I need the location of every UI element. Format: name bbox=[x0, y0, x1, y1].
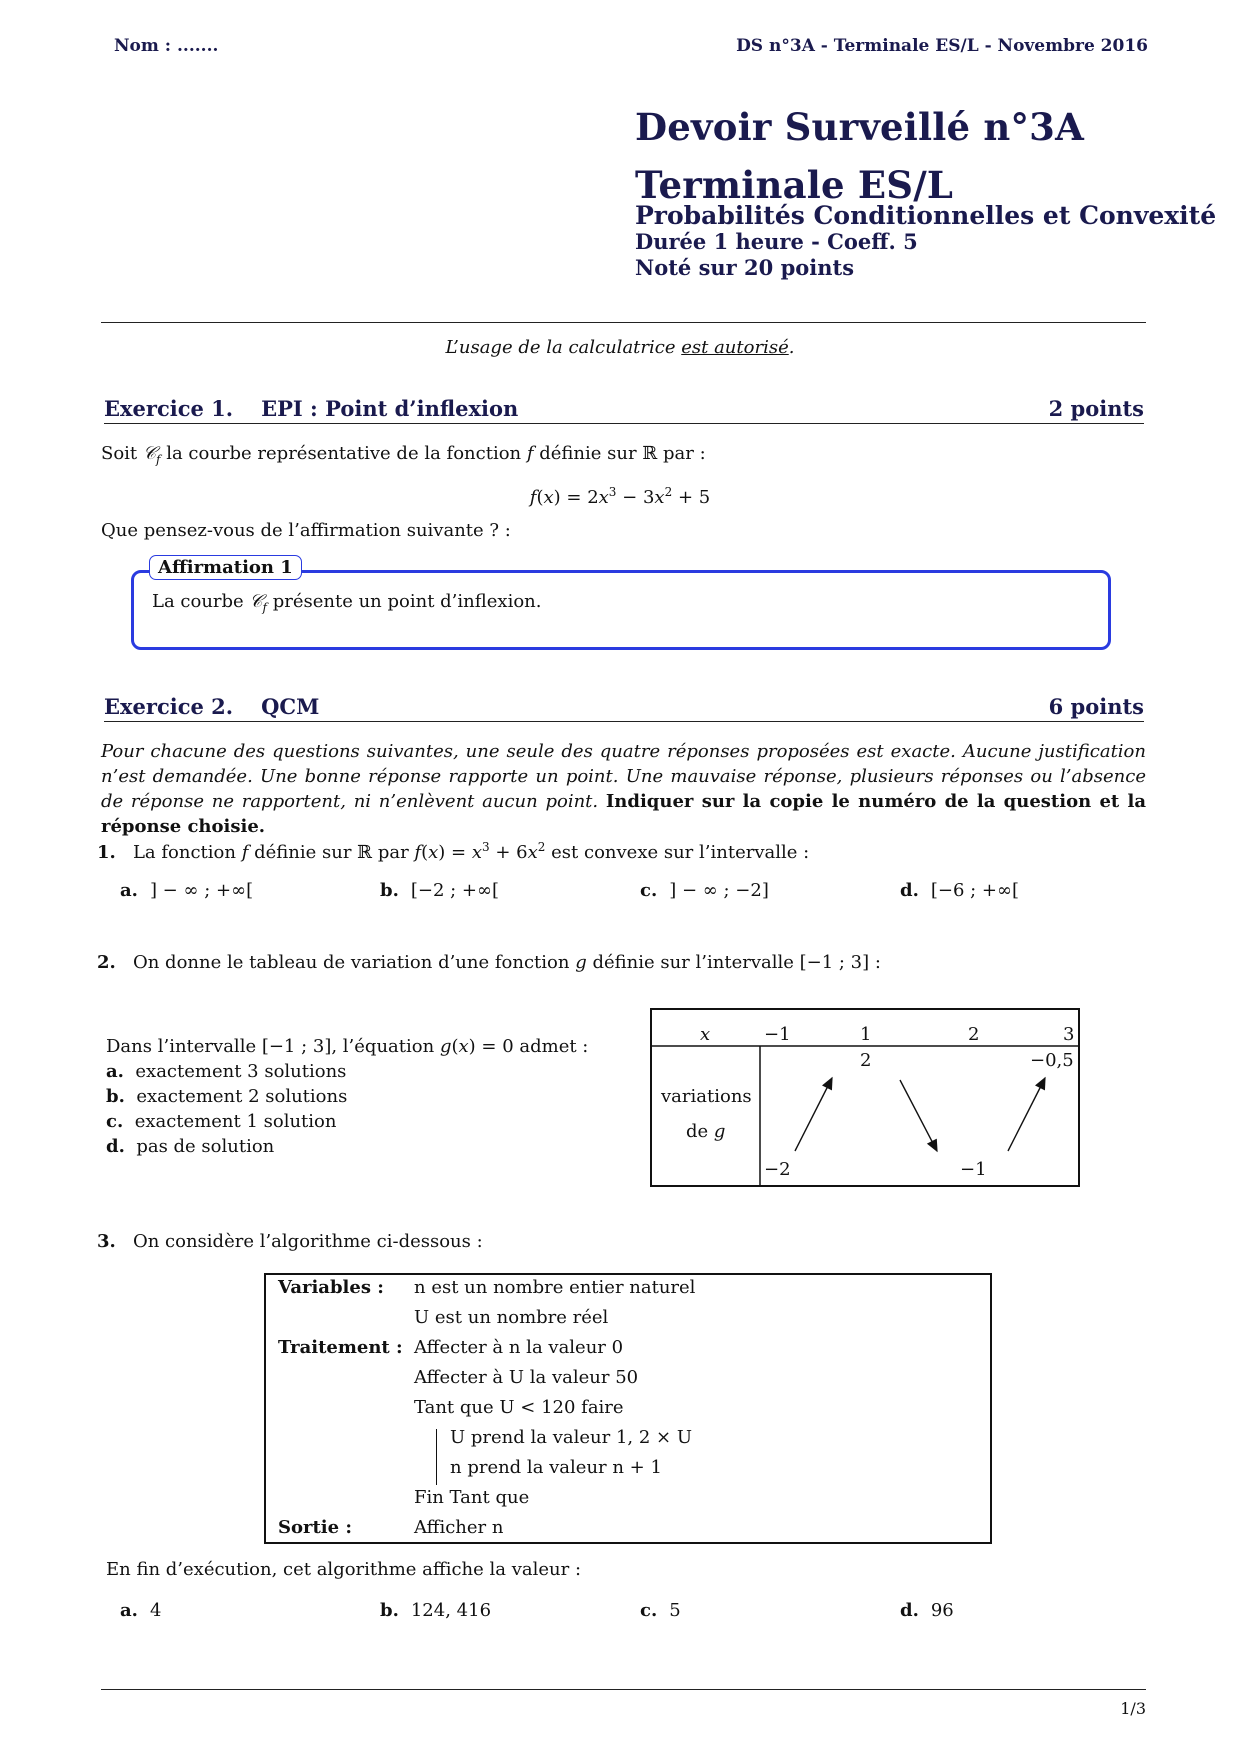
algo-step-1: Affecter à n la valeur 0 bbox=[414, 1337, 624, 1358]
algo-step-2: Affecter à U la valeur 50 bbox=[414, 1367, 639, 1388]
table-bottom-value-1: −2 bbox=[764, 1159, 791, 1180]
arrow-increase-1 bbox=[795, 1078, 832, 1151]
algo-sortie-label: Sortie : bbox=[278, 1517, 353, 1538]
q3-choice-c[interactable]: c. 5 bbox=[640, 1600, 681, 1621]
question-3-after: En fin d’exécution, cet algorithme affiche la valeur : bbox=[106, 1559, 582, 1580]
exercise-2-name: QCM bbox=[261, 694, 320, 719]
exercise-2-number: Exercice 2. bbox=[104, 694, 234, 719]
algo-variables-label: Variables : bbox=[278, 1277, 384, 1298]
algo-traitement-label: Traitement : bbox=[278, 1337, 403, 1358]
exercise-1-intro: Soit 𝒞$_f$ la courbe représentative de la fonction f définie sur ℝ par : bbox=[101, 443, 706, 467]
affirmation-text: La courbe 𝒞$_f$ présente un point d’inflexion. bbox=[152, 591, 542, 615]
algo-var-1: n est un nombre entier naturel bbox=[414, 1277, 696, 1298]
table-x-value-2: 1 bbox=[860, 1024, 872, 1045]
q3-choice-d[interactable]: d. 96 bbox=[900, 1600, 954, 1621]
algo-step-4: U prend la valeur 1, 2 × U bbox=[450, 1427, 692, 1448]
q1-choice-c[interactable]: c. ] − ∞ ; −2] bbox=[640, 880, 769, 901]
calculator-note: L’usage de la calculatrice est autorisé. bbox=[445, 337, 795, 358]
q1-choice-d[interactable]: d. [−6 ; +∞[ bbox=[900, 880, 1020, 901]
question-2-equation: Dans l’intervalle [−1 ; 3], l’équation g(x) = 0 admet : bbox=[106, 1036, 589, 1057]
algorithm-box bbox=[264, 1273, 992, 1544]
algo-step-3: Tant que U < 120 faire bbox=[414, 1397, 624, 1418]
q1-choice-b[interactable]: b. [−2 ; +∞[ bbox=[380, 880, 500, 901]
exercise-1-number: Exercice 1. bbox=[104, 396, 234, 421]
header-name-field: Nom : ....... bbox=[114, 36, 219, 56]
exercise-1-name: EPI : Point d’inflexion bbox=[261, 396, 519, 421]
q2-choice-b[interactable]: b. exactement 2 solutions bbox=[106, 1086, 348, 1107]
footer-divider bbox=[101, 1689, 1146, 1690]
title-grading: Noté sur 20 points bbox=[635, 255, 855, 280]
q1-choice-a[interactable]: a. ] − ∞ ; +∞[ bbox=[120, 880, 254, 901]
arrow-increase-2 bbox=[1008, 1078, 1045, 1151]
table-x-value-3: 2 bbox=[968, 1024, 980, 1045]
exercise-2-points: 6 points bbox=[1048, 694, 1144, 719]
exercise-2-instructions: Pour chacune des questions suivantes, une seule des quatre réponses proposées est exacte. Aucune justification n’est demandée. Une bonne réponse rapporte un point. Une mauvaise réponse, plusieurs réponses ou l’absence de réponse ne rapportent, ni n’enlèvent aucun point. Indiquer sur la copie le numéro de la question et la réponse choisie. bbox=[101, 741, 1147, 837]
arrow-decrease bbox=[900, 1080, 937, 1151]
algo-step-5: n prend la valeur n + 1 bbox=[450, 1457, 662, 1478]
table-bottom-value-2: −1 bbox=[960, 1159, 987, 1180]
algo-loop-bar bbox=[436, 1429, 437, 1485]
q2-choice-d[interactable]: d. pas de solution bbox=[106, 1136, 275, 1157]
table-top-value-2: −0,5 bbox=[1030, 1050, 1074, 1071]
affirmation-label: Affirmation 1 bbox=[149, 555, 302, 580]
q3-choice-a[interactable]: a. 4 bbox=[120, 1600, 162, 1621]
table-x-value-4: 3 bbox=[1063, 1024, 1075, 1045]
question-1: 1. La fonction f définie sur ℝ par $f(x) = x^3 + 6x^2$ est convexe sur l’intervalle : bbox=[97, 840, 810, 863]
title-class: Terminale ES/L bbox=[635, 163, 954, 207]
title-duration: Durée 1 heure - Coeff. 5 bbox=[635, 229, 918, 254]
algo-step-6: Fin Tant que bbox=[414, 1487, 530, 1508]
title-main: Devoir Surveillé n°3A bbox=[635, 105, 1085, 149]
table-x-value-1: −1 bbox=[764, 1024, 791, 1045]
exercise-1-formula: $f(x) = 2x^3 - 3x^2 + 5$ bbox=[529, 485, 711, 508]
question-2: 2. On donne le tableau de variation d’une fonction g définie sur l’intervalle [−1 ; 3] : bbox=[97, 952, 881, 973]
table-top-value-1: 2 bbox=[860, 1050, 872, 1071]
algo-var-2: U est un nombre réel bbox=[414, 1307, 609, 1328]
page-number: 1/3 bbox=[1120, 1699, 1146, 1718]
question-3: 3. On considère l’algorithme ci-dessous : bbox=[97, 1231, 483, 1252]
exercise-1-question: Que pensez-vous de l’affirmation suivante ? : bbox=[101, 520, 511, 541]
title-topic: Probabilités Conditionnelles et Convexité bbox=[635, 201, 1217, 230]
q2-choice-a[interactable]: a. exactement 3 solutions bbox=[106, 1061, 347, 1082]
header-document-info: DS n°3A - Terminale ES/L - Novembre 2016 bbox=[736, 36, 1148, 56]
algo-output: Afficher n bbox=[414, 1517, 504, 1538]
table-variations-label: variations bbox=[661, 1086, 752, 1107]
q2-choice-c[interactable]: c. exactement 1 solution bbox=[106, 1111, 337, 1132]
exercise-1-points: 2 points bbox=[1048, 396, 1144, 421]
table-variations-fn-label: de g bbox=[686, 1121, 726, 1142]
q3-choice-b[interactable]: b. 124, 416 bbox=[380, 1600, 492, 1621]
table-x-label: x bbox=[700, 1024, 711, 1045]
